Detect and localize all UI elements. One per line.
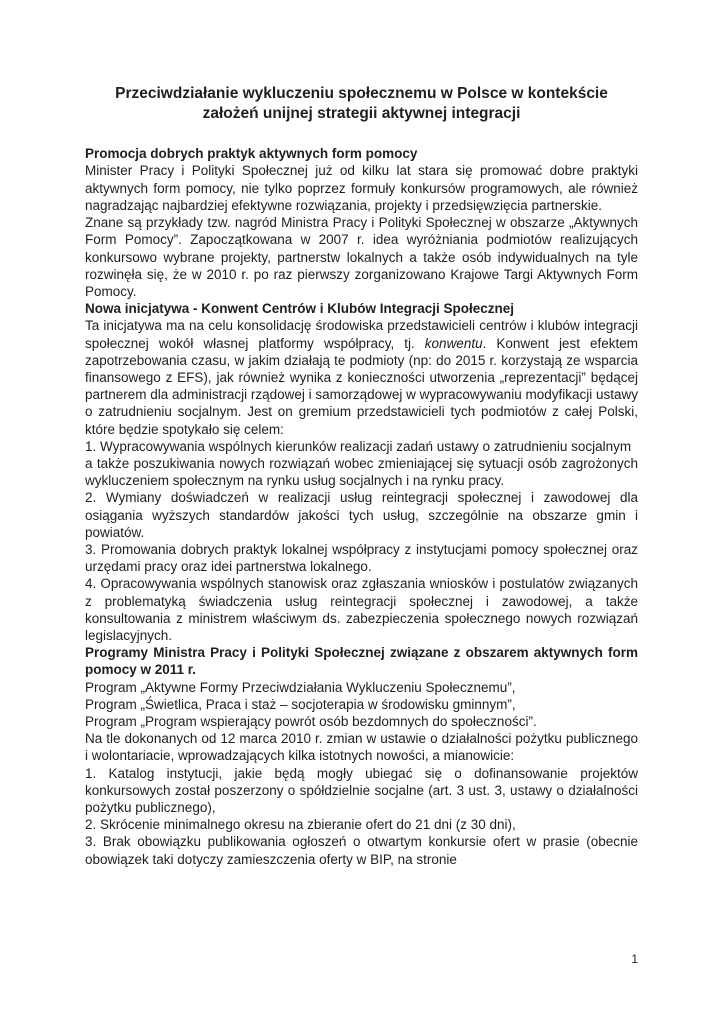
italic-term: konwentu	[424, 335, 483, 351]
paragraph-text: . Konwent jest efektem zapotrzebowania czasu, w jakim działają te podmioty (np: do 2015 r. korzystają ze wsparcia finansowego z EFS), jak również wynika z konieczności utworzenia „reprezentacji” będącej partnerem dla administracji rządowej i samorządowej w wypracowywaniu modyfikacji ustawy o zatrudnieniu socjalnym. Jest on gremium przedstawicieli tych podmiotów z całej Polski, które będzie spotykało się celem:	[85, 335, 638, 437]
paragraph: Znane są przykłady tzw. nagród Ministra Pracy i Polityki Społecznej w obszarze „Aktywnych Form Pomocy”. Zapoczątkowana w 2007 r. idea wyróżniania podmiotów realizujących konkursowo wybrane projekty, partnerstw lokalnych a także osób indywidualnych na tyle rozwinęła się, że w 2010 r. po raz pierwszy zorganizowano Krajowe Targi Aktywnych Form Pomocy.	[85, 215, 638, 299]
list-item: 2. Skrócenie minimalnego okresu na zbieranie ofert do 21 dni (z 30 dni),	[85, 817, 516, 833]
document-title: Przeciwdziałanie wykluczeniu społecznemu w Polsce w kontekście założeń unijnej strategii aktywnej integracji	[115, 85, 608, 123]
paragraph: Program „Program wspierający powrót osób bezdomnych do społeczności”.	[85, 713, 537, 729]
paragraph-text: Ta inicjatywa ma na celu konsolidację środowiska przedstawicieli centrów i klubów integracji społecznej wokół własnej platformy współpracy, tj.	[85, 318, 638, 351]
paragraph: a także poszukiwania nowych rozwiązań wobec zmieniającej się sytuacji osób zagrożonych wykluczeniem społecznym na rynku usług socjalnych i na rynku pracy.	[85, 455, 638, 489]
paragraph: Minister Pracy i Polityki Społecznej już od kilku lat stara się promować dobre praktyki aktywnych form pomocy, nie tylko poprzez formuły konkursów programowych, ale również nagradzając najbardziej efektywne rozwiązania, projekty i przedsięwzięcia partnerskie.	[85, 163, 638, 213]
page-number: 1	[631, 952, 638, 966]
section-heading: Nowa inicjatywa - Konwent Centrów i Klubów Integracji Społecznej	[85, 301, 515, 317]
section-heading: Programy Ministra Pracy i Polityki Społecznej związane z obszarem aktywnych form pomocy w 2011 r.	[85, 645, 638, 678]
list-item: 1. Wypracowywania wspólnych kierunków realizacji zadań ustawy o zatrudnieniu socjalnym	[85, 438, 632, 454]
paragraph: Program „Świetlica, Praca i staż – socjoterapia w środowisku gminnym”,	[85, 696, 516, 712]
section-heading: Promocja dobrych praktyk aktywnych form pomocy	[85, 146, 418, 162]
paragraph: Program „Aktywne Formy Przeciwdziałania Wykluczeniu Społecznemu”,	[85, 679, 516, 695]
list-item: 3. Brak obowiązku publikowania ogłoszeń o otwartym konkursie ofert w prasie (obecnie obowiązek taki dotyczy zamieszczenia oferty w BIP, na stronie	[85, 834, 638, 867]
list-item: 1. Katalog instytucji, jakie będą mogły ubiegać się o dofinansowanie projektów konkursowych został poszerzony o spółdzielnie socjalne (art. 3 ust. 3, ustawy o działalności pożytku publicznego),	[85, 765, 638, 815]
list-item: 3. Promowania dobrych praktyk lokalnej współpracy z instytucjami pomocy społecznej oraz urzędami pracy oraz idei partnerstwa lokalnego.	[85, 541, 638, 575]
list-item: 4. Opracowywania wspólnych stanowisk oraz zgłaszania wniosków i postulatów związanych z problematyką świadczenia usług reintegracji społecznej i zawodowej, a także konsultowania z ministrem właściwym ds. zabezpieczenia społecznego nowych rozwiązań legislacyjnych.	[85, 576, 638, 643]
document-body	[85, 84, 638, 868]
paragraph: Na tle dokonanych od 12 marca 2010 r. zmian w ustawie o działalności pożytku publicznego i wolontariacie, wprowadzających kilka istotnych nowości, a mianowicie:	[85, 731, 638, 764]
list-item: 2. Wymiany doświadczeń w realizacji usług reintegracji społecznej i zawodowej dla osiągania wyższych standardów jakości tych usług, szczególnie na obszarze gmin i powiatów.	[85, 490, 638, 540]
paragraph	[85, 317, 638, 437]
